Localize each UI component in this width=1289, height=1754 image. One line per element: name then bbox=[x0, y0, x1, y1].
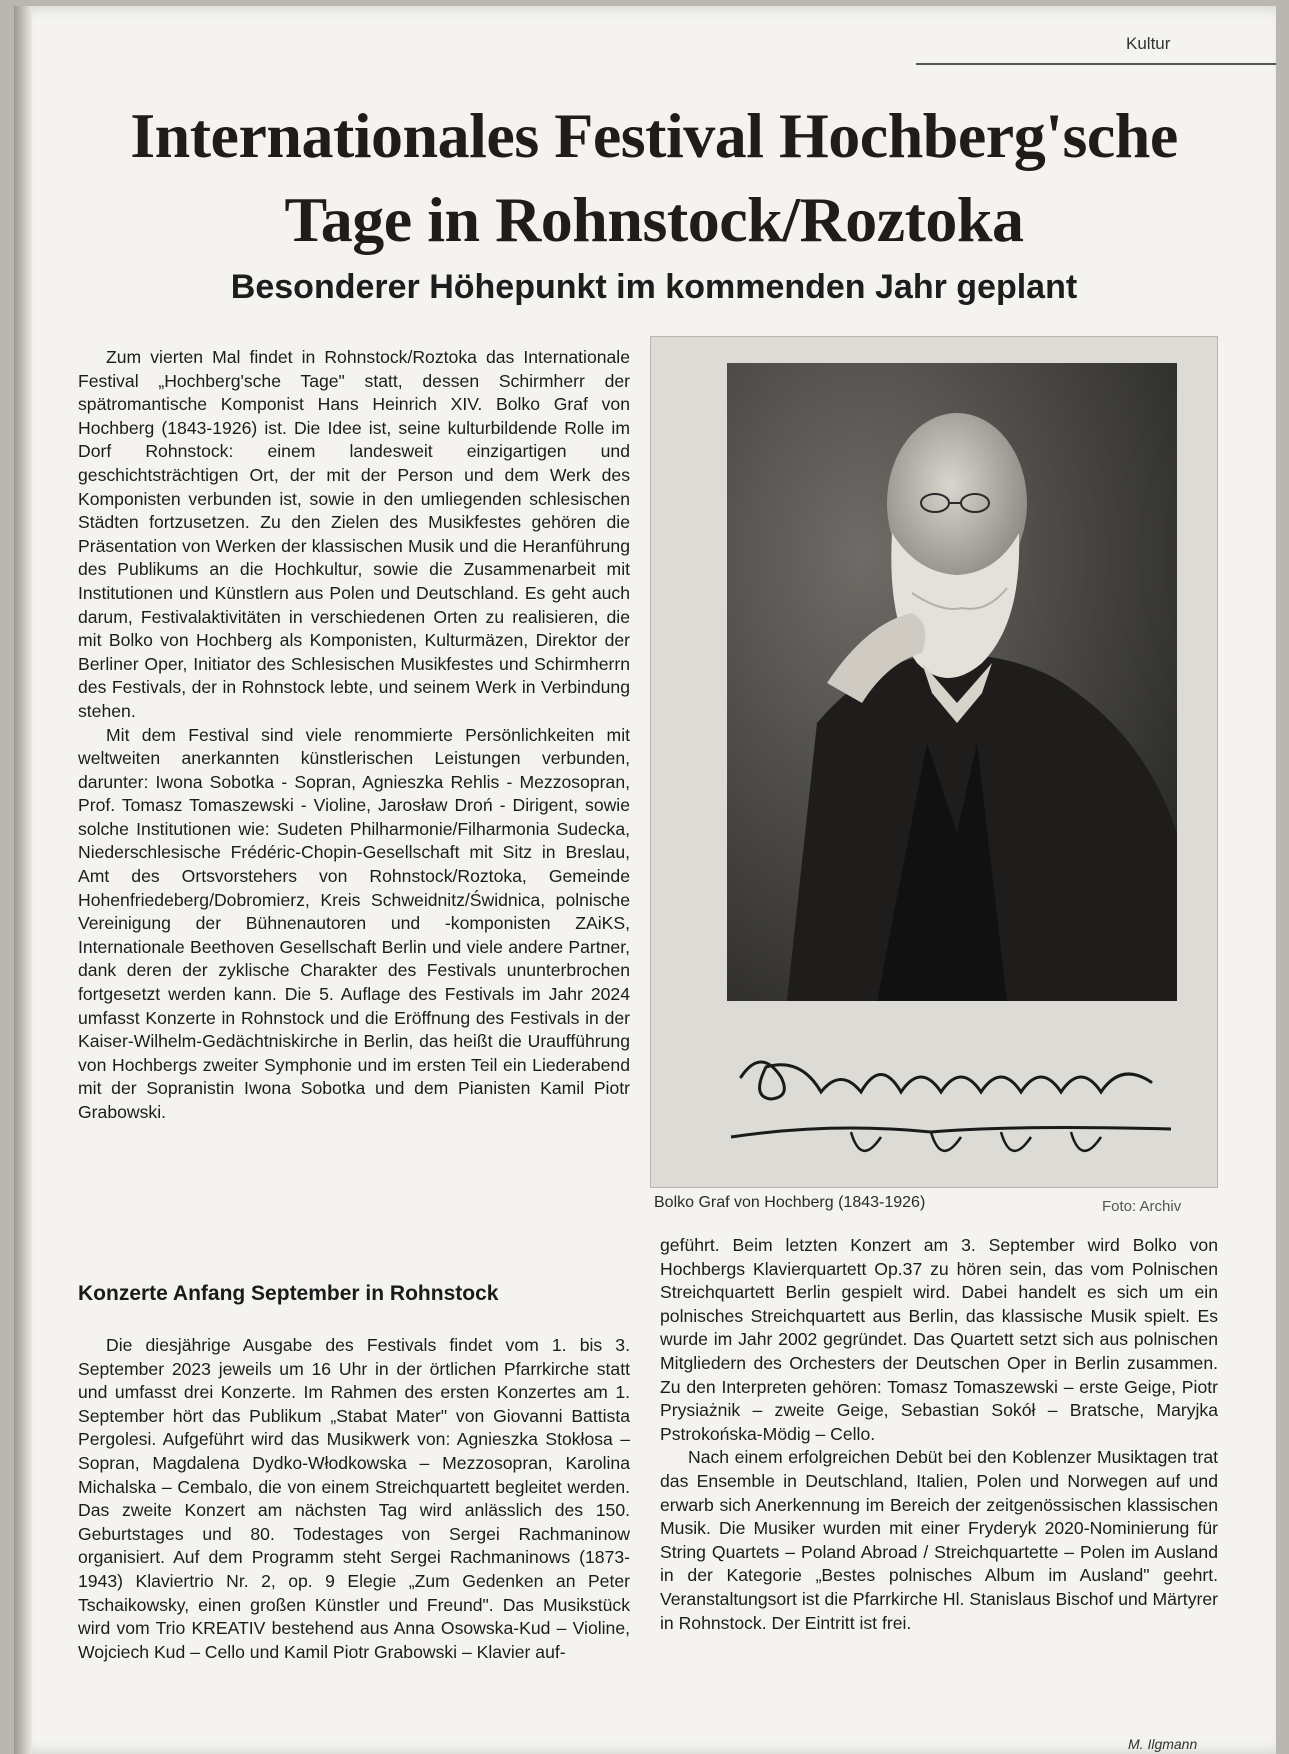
left-column-bottom bbox=[78, 1334, 630, 1664]
photo-caption: Bolko Graf von Hochberg (1843-1926) bbox=[654, 1194, 926, 1211]
section-rule bbox=[916, 63, 1276, 65]
portrait-photo bbox=[727, 363, 1177, 1001]
signature-drawing bbox=[711, 1037, 1191, 1177]
concerts-paragraph-1-continued: geführt. Beim letzten Konzert am 3. September wird Bolko von Hochbergs Klavierquartett Op.37 zu hören sein, das vom Polnischen Streichquartett Berlin gespielt wird. Dabei handelt es sich um ein polnisches Streichquartett aus Berlin, das klassische Musik spielt. Es wurde im Jahr 2002 gegründet. Das Quartett setzt sich aus polnischen Mitgliedern des Orchesters der Deutschen Oper in Berlin zusammen. Zu den Interpreten gehören: Tomasz Tomaszewski – erste Geige, Piotr Prysiażnik – zweite Geige, Sebastian Sokół – Bratsche, Maryjka Pstrokońska-Mödig – Cello. bbox=[660, 1235, 1218, 1444]
headline-line-2: Tage in Rohnstock/Roztoka bbox=[284, 184, 1024, 255]
concerts-paragraph-2: Nach einem erfolgreichen Debüt bei den Koblenzer Musiktagen trat das Ensemble in Deutschland, Italien, Polen und Norwegen auf und erwarb sich Anerkennung im Bereich der zeitgenössischen klassischen Musik. Die Musiker wurden mit einer Fryderyk 2020-Nominierung für String Quartets – Poland Abroad / Streichquartette – Polen im Ausland in der Kategorie „Bestes polnisches Album im Ausland" geehrt. Veranstaltungsort ist die Pfarrkirche Hl. Stanislaus Bischof und Märtyrer in Rohnstock. Der Eintritt ist frei. bbox=[660, 1447, 1218, 1633]
author: M. Ilgmann bbox=[1128, 1736, 1198, 1752]
left-column-top bbox=[78, 346, 630, 1125]
photo-credit: Foto: Archiv bbox=[1102, 1198, 1182, 1215]
portrait-figure bbox=[650, 336, 1218, 1188]
section-label: Kultur bbox=[1126, 34, 1171, 53]
intro-paragraph-1: Zum vierten Mal findet in Rohnstock/Roztoka das Internationale Festival „Hochberg'sche Tage" statt, dessen Schirmherr der spätromantische Komponist Hans Heinrich XIV. Bolko Graf von Hochberg (1843-1926) ist. Die Idee ist, seine kulturbildende Rolle im Dorf Rohnstock: einem landesweit einzigartigen und geschichtsträchtigen Ort, der mit der Person und dem Werk des Komponisten verbunden ist, sowie in den umliegenden schlesischen Städten fortzusetzen. Zu den Zielen des Musikfestes gehören die Präsentation von Werken der klassischen Musik und die Heranführung des Publikums an die Hochkultur, sowie die Zusammenarbeit mit Institutionen und Künstlern aus Polen und Deutschland. Es geht auch darum, Festivalaktivitäten in verschiedenen Orten zu realisieren, die mit Bolko von Hochberg als Komponisten, Kulturmäzen, Direktor der Berliner Oper, Initiator des Schlesischen Musikfestes und Schirmherrn des Festivals, der in Rohnstock lebte, und seinem Werk in Verbindung stehen. bbox=[78, 347, 630, 721]
section-subhead: Konzerte Anfang September in Rohnstock bbox=[78, 1282, 499, 1305]
headline-line-1: Internationales Festival Hochberg'sche bbox=[130, 100, 1178, 171]
magazine-page bbox=[14, 6, 1276, 1754]
signature bbox=[711, 1037, 1191, 1177]
headline bbox=[64, 94, 1244, 262]
intro-paragraph-2: Mit dem Festival sind viele renommierte Persönlichkeiten mit weltweiten anerkannten künstlerischen Leistungen verbunden, darunter: Iwona Sobotka - Sopran, Agnieszka Rehlis - Mezzosopran, Prof. Tomasz Tomaszewski - Violine, Jarosław Droń - Dirigent, sowie solche Institutionen wie: Sudeten Philharmonie/Filharmonia Sudecka, Niederschlesische Frédéric-Chopin-Gesellschaft mit Sitz in Breslau, Amt des Ortsvorstehers von Rohnstock/Roztoka, Gemeinde Hohenfriedeberg/Dobromierz, Kreis Schweidnitz/Świdnica, polnische Vereinigung der Bühnenautoren und -komponisten ZAiKS, Internationale Beethoven Gesellschaft Berlin und viele andere Partner, dank deren der zyklische Charakter des Festivals ununterbrochen fortgesetzt werden kann. Die 5. Auflage des Festivals im Jahr 2024 umfasst Konzerte in Rohnstock und die Eröffnung des Festivals in der Kaiser-Wilhelm-Gedächtniskirche in Berlin, das heißt die Uraufführung von Hochbergs zweiter Symphonie und im ersten Teil ein Liederabend mit der Sopranistin Iwona Sobotka und dem Pianisten Kamil Piotr Grabowski. bbox=[78, 724, 630, 1122]
portrait-illustration bbox=[727, 363, 1177, 1001]
page-spine-shadow bbox=[14, 6, 32, 1754]
concerts-paragraph-1: Die diesjährige Ausgabe des Festivals findet vom 1. bis 3. September 2023 jeweils um 16 Uhr in der örtlichen Pfarrkirche statt und umfasst drei Konzerte. Im Rahmen des ersten Konzertes am 1. September hört das Publikum „Stabat Mater" von Giovanni Battista Pergolesi. Aufgeführt wird das Musikwerk von: Agnieszka Stokłosa – Sopran, Magdalena Dydko-Włodkowska – Mezzosopran, Karolina Michalska – Cembalo, die von einem Streichquartett begleitet werden. Das zweite Konzert am nächsten Tag wird anlässlich des 150. Geburtstages und 80. Todestages von Sergei Rachmaninow organisiert. Auf dem Programm steht Sergei Rachmaninows (1873-1943) Klaviertrio Nr. 2, op. 9 Elegie „Zum Gedenken an Peter Tschaikowsky, einen großen Künstler und Freund". Das Musikstück wird vom Trio KREATIV bestehend aus Anna Osowska-Kud – Violine, Wojciech Kud – Cello und Kamil Piotr Grabowski – Klavier auf- bbox=[78, 1335, 630, 1662]
subheadline: Besonderer Höhepunkt im kommenden Jahr geplant bbox=[230, 268, 1078, 306]
right-column bbox=[660, 1234, 1218, 1635]
